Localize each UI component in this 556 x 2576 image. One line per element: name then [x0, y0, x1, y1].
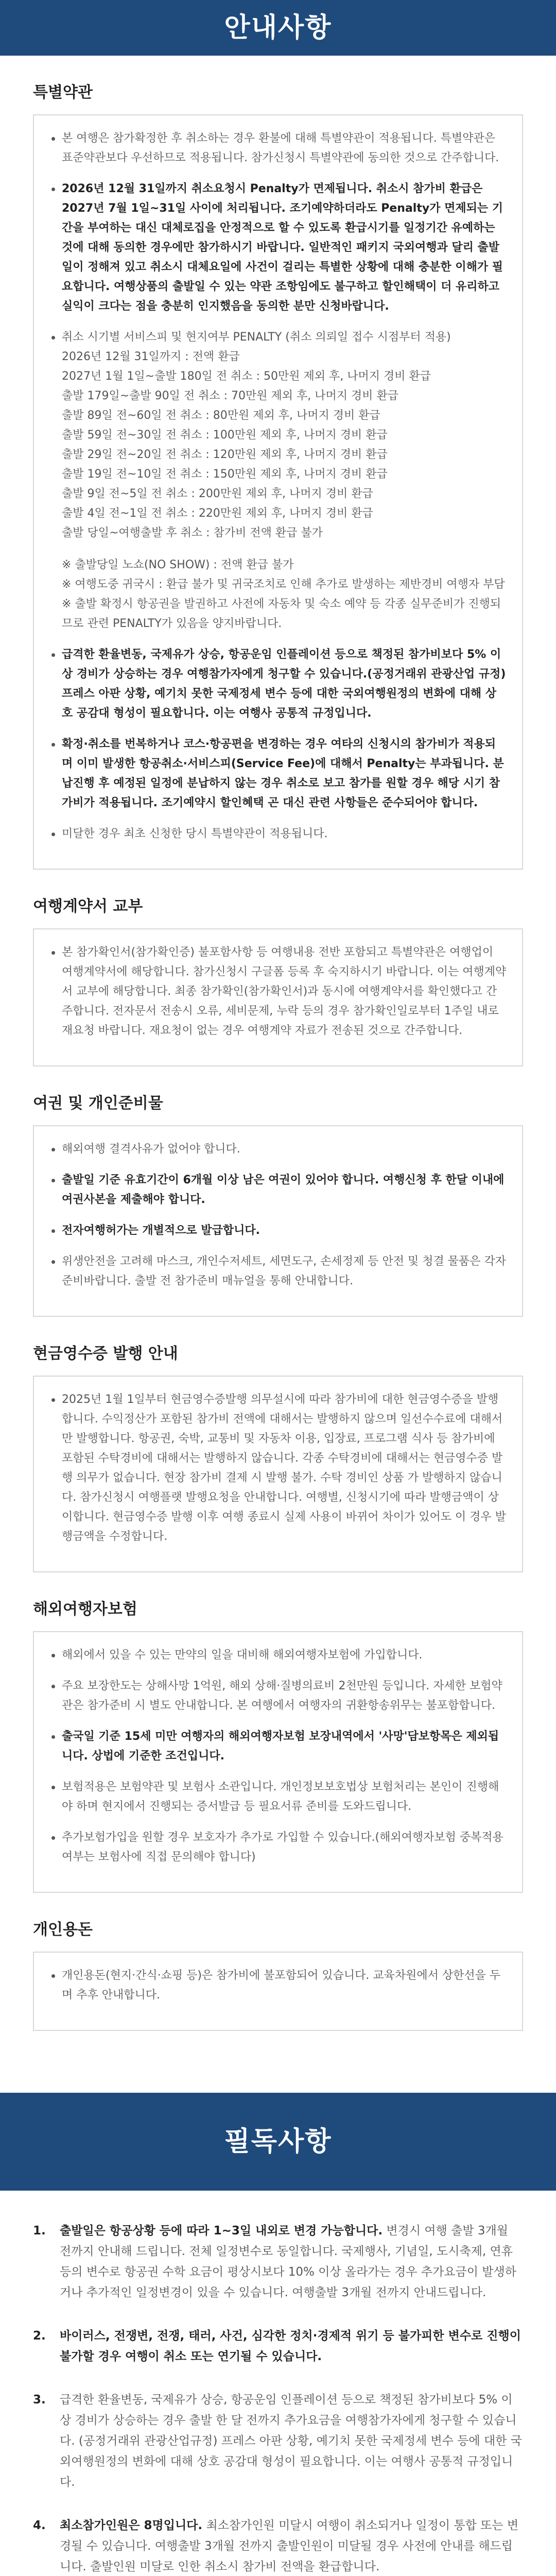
penalty-line-9: 출발 4일 전~1일 전 취소 : 220만원 제외 후, 나머지 경비 환급 [62, 507, 373, 520]
penalty-note-3: ※ 출발 확정시 항공권을 발권하고 사전에 자동차 및 숙소 예약 등 각종 실무준비가 진행되므로 관련 PENALTY가 있음을 양지바랍니다. [62, 598, 501, 630]
must-item-number: 1. [33, 2224, 46, 2238]
penalty-line-6: 출발 29일 전~20일 전 취소 : 120만원 제외 후, 나머지 경비 환급 [62, 448, 388, 461]
pocket-money-item-1: 개인용돈(현지·간식·쇼핑 등)은 참가비에 불포함되어 있습니다. 교육차원에서 상한선을 두며 추후 안내합니다. [49, 1966, 507, 2005]
passport-item-1: 해외여행 결격사유가 없어야 합니다. [49, 1140, 507, 1159]
insurance-item-4: 보험적용은 보험약관 및 보험사 소관입니다. 개인정보보호법상 보험처리는 본인이 진행해야 하며 현지에서 진행되는 증서발급 등 필요서류 준비를 도와드립니다. [49, 1777, 507, 1817]
insurance-item-1: 해외에서 있을 수 있는 만약의 일을 대비해 해외여행자보험에 가입합니다. [49, 1646, 507, 1665]
special-item-4-text: 급격한 환율변동, 국제유가 상승, 항공운임 인플레이션 등으로 책정된 참가비보다 5% 이상 경비가 상승하는 경우 여행참가자에게 청구할 수 있습니다.(공정거래위 관광산업 규정) 프레스 아판 상황, 예기치 못한 국제정세 변수 등에 대한 국외여행원정의 변화에 대해 상호 공감대 형성이 필요합니다. 이는 여행사 공통적 규정입니다. [62, 648, 506, 720]
receipt-title: 현금영수증 발행 안내 [33, 1345, 178, 1363]
passport-item-2-text: 출발일 기준 유효기간이 6개월 이상 남은 여권이 있어야 합니다. 여행신청 후 한달 이내에 여권사본을 제출해야 합니다. [62, 1174, 505, 1206]
passport-box [33, 1125, 523, 1317]
insurance-box [33, 1631, 523, 1893]
penalty-title: 취소 시기별 서비스피 및 현지여부 PENALTY (취소 의뢰일 접수 시점부터 적용) [62, 331, 451, 344]
must-item-text: 최소참가인원 미달시 여행이 취소되거나 일정이 통합 또는 변경될 수 있습니다. 여행출발 3개월 전까지 출발인원이 미달될 경우 사전에 안내를 해드립니다. 출발인원 미달로 인한 취소시 참가비 전액을 환급합니다. [60, 2519, 519, 2573]
passport-item-3 [49, 1221, 507, 1241]
contract-item-1: 본 참가확인서(참가확인증) 불포함사항 등 여행내용 전반 포함되고 특별약관은 여행업이 여행계약서에 해당합니다. 참가신청시 구글폼 등록 후 숙지하시기 바랍니다. 이는 여행계약서 교부에 해당합니다. 최종 참가확인(참가확인서)과 동시에 여행계약서를 확인했다고 간주합니다. 전자문서 전송시 오류, 세비문제, 누락 등의 경우 참가확인일로부터 1주일 내로 재요청 바랍니다. 재요청이 없는 경우 여행계약 자료가 전송된 것으로 간주합니다. [49, 943, 507, 1041]
pocket-money-box [33, 1952, 523, 2031]
notice-content [0, 79, 556, 2031]
contract-box [33, 928, 523, 1066]
must-item-number: 3. [33, 2393, 46, 2406]
penalty-line-10: 출발 당일~여행출발 후 취소 : 참가비 전액 환급 불가 [62, 527, 323, 539]
special-item-2-text: 2026년 12월 31일까지 취소요청시 Penalty가 면제됩니다. 취소시 참가비 환급은 2027년 7월 1일~31일 사이에 처리됩니다. 조기예약하더라도 Penalty가 면제되는 기간을 부여하는 대신 대체로집을 안정적으로 할 수 있도록 환급시기를 일정기간 유예하는 것에 대해 동의한 경우에만 참가하시기 바랍니다. 일반적인 패키지 국외여행과 달리 출발일이 정해져 있고 취소시 대체요일에 사건이 걸리는 특별한 상황에 대해 충분한 이해가 필요합니다. 여행상품의 출발일 수 있는 약관 조항임에도 불구하고 할인해택이 더 유리하고 실익이 크다는 점을 충분히 인지했음을 동의한 분만 신청바랍니다. [62, 182, 503, 313]
special-item-1: 본 여행은 참가확정한 후 취소하는 경우 환불에 대해 특별약관이 적용됩니다. 특별약관은 표준약관보다 우선하므로 적용됩니다. 참가신청시 특별약관에 동의한 것으로 간주합니다. [49, 129, 507, 168]
special-item-6: 미달한 경우 최초 신청한 당시 특별약관이 적용됩니다. [49, 824, 507, 844]
insurance-item-2: 주요 보장한도는 상해사망 1억원, 해외 상해·질병의료비 2천만원 등입니다. 자세한 보험약관은 참가준비 시 별도 안내합니다. 본 여행에서 여행자의 귀환항송위무는 불포함합니다. [49, 1676, 507, 1716]
penalty-line-5: 출발 59일 전~30일 전 취소 : 100만원 제외 후, 나머지 경비 환급 [62, 429, 388, 442]
must-read-header: 필독사항 [0, 2093, 556, 2191]
special-terms-box [33, 114, 523, 870]
special-item-3 [49, 328, 507, 634]
must-item-3 [33, 2389, 523, 2493]
passport-item-4: 위생안전을 고려해 마스크, 개인수저세트, 세면도구, 손세정제 등 안전 및 청결 물품은 각자 준비바랍니다. 출발 전 참가준비 매뉴얼을 통해 안내합니다. [49, 1252, 507, 1291]
penalty-note-2: ※ 여행도중 귀국시 : 환급 불가 및 귀국조치로 인해 추가로 발생하는 제반경비 여행자 부담 [62, 578, 505, 591]
pocket-money-block [33, 1917, 523, 2031]
pocket-money-title: 개인용돈 [33, 1921, 93, 1939]
insurance-title: 해외여행자보험 [33, 1600, 137, 1618]
must-item-2 [33, 2326, 523, 2367]
penalty-note-1: ※ 출발당일 노쇼(NO SHOW) : 전액 환급 불가 [62, 558, 294, 571]
contract-block [33, 893, 523, 1066]
contract-title: 여행계약서 교부 [33, 897, 143, 916]
insurance-item-5: 추가보험가입을 원할 경우 보호자가 추가로 가입할 수 있습니다.(해외여행자보험 중복적용 여부는 보험사에 직접 문의해야 합니다) [49, 1828, 507, 1867]
penalty-line-3: 출발 179일~출발 90일 전 취소 : 70만원 제외 후, 나머지 경비 환급 [62, 389, 399, 402]
must-item-number: 2. [33, 2329, 46, 2343]
passport-title: 여권 및 개인준비물 [33, 1094, 163, 1112]
receipt-item-1: 2025년 1월 1일부터 현금영수증발행 의무설시에 따라 참가비에 대한 현금영수증을 발행합니다. 수익정산가 포함된 참가비 전액에 대해서는 발행하지 않으며 일선수수료에 대해서만 발행합니다. 항공권, 숙박, 교통비 및 자동차 이용, 입장료, 프로그램 식사 등 참가비에 포함된 수탁경비에 대해서는 발행하지 않습니다. 각종 수탁경비에 대해서는 현금영수증 발행 의무가 없습니다. 현장 참가비 결제 시 발행 불가. 수탁 경비인 상품 가 발행하지 않습니다. 참가신청시 여행플랫 발행요청을 안내합니다. 여행별, 신청시기에 따라 발행금액이 상이합니다. 현금영수증 발행 이후 여행 종료시 실제 사용이 바뀌어 차이가 있어도 이 경우 발행금액을 수정합니다. [49, 1390, 507, 1547]
penalty-line-7: 출발 19일 전~10일 전 취소 : 150만원 제외 후, 나머지 경비 환급 [62, 468, 388, 481]
notice-header: 안내사항 [0, 0, 556, 56]
special-terms-title: 특별약관 [33, 83, 93, 101]
passport-item-2 [49, 1171, 507, 1210]
must-item-bold: 출발일은 항공상황 등에 따라 1~3일 내외로 변경 가능합니다. [60, 2224, 383, 2238]
special-terms-block [33, 79, 523, 870]
special-item-5-text: 확정·취소를 번복하거나 코스·항공편을 변경하는 경우 여타의 신청시의 참가비가 적용되며 이미 발생한 항공취소·서비스피(Service Fee)에 대해서 Penalty는 부과됩니다. 분납진행 후 예정된 일정에 분납하지 않는 경우 취소로 보고 참가를 원할 경우 해당 시기 참가비가 적용됩니다. 조기예약시 할인혜택 곤 대신 관련 사항들은 준수되어야 합니다. [62, 738, 504, 809]
insurance-item-3 [49, 1727, 507, 1766]
must-item-text: 변경시 여행 출발 3개월 전까지 안내해 드립니다. 전체 일정변수로 동일합니다. 국제행사, 기념일, 도시축제, 연휴 등의 변수로 항공권 수학 요금이 평상시보다 10% 이상 올라가는 경우 추가요금이 발생하거나 추가적인 일정변경이 있을 수 있습니다. 여행출발 3개월 전까지 안내드립니다. [60, 2224, 516, 2299]
special-item-4 [49, 645, 507, 723]
penalty-line-8: 출발 9일 전~5일 전 취소 : 200만원 제외 후, 나머지 경비 환급 [62, 487, 373, 500]
insurance-item-3-text: 출국일 기준 15세 미만 여행자의 해외여행자보험 보장내역에서 '사망'담보항목은 제외됩니다. 상법에 기준한 조건입니다. [62, 1730, 499, 1762]
must-read-list [0, 2191, 556, 2576]
passport-item-3-text: 전자여행허가는 개별적으로 발급합니다. [62, 1224, 260, 1237]
must-item-number: 4. [33, 2519, 46, 2532]
must-item-1 [33, 2221, 523, 2303]
receipt-box [33, 1376, 523, 1572]
must-item-text: 급격한 환율변동, 국제유가 상승, 항공운임 인플레이션 등으로 책정된 참가비보다 5% 이상 경비가 상승하는 경우 출발 한 달 전까지 추가요금을 여행참가자에게 청구할 수 있습니다. (공정거래위 관광산업규정) 프레스 아판 상황, 예기치 못한 국제정세 변수 등에 대한 국외여행원정의 변화에 대해 상호 공감대 형성이 필요합니다. 이는 여행사 공통적 규정입니다. [60, 2393, 522, 2489]
special-item-2 [49, 179, 507, 316]
special-item-5 [49, 735, 507, 813]
penalty-line-1: 2026년 12월 31일까지 : 전액 환급 [62, 350, 240, 363]
penalty-line-4: 출발 89일 전~60일 전 취소 : 80만원 제외 후, 나머지 경비 환급 [62, 409, 380, 422]
receipt-block [33, 1341, 523, 1572]
must-item-bold: 최소참가인원은 8명입니다. [60, 2519, 203, 2532]
passport-block [33, 1090, 523, 1317]
must-item-bold: 바이러스, 전쟁변, 전쟁, 태러, 사건, 심각한 정치·경제적 위기 등 불가피한 변수로 진행이 불가할 경우 여행이 취소 또는 연기될 수 있습니다. [60, 2329, 521, 2363]
must-item-4 [33, 2515, 523, 2576]
penalty-line-2: 2027년 1월 1일~출발 180일 전 취소 : 50만원 제외 후, 나머지 경비 환급 [62, 370, 431, 383]
insurance-block [33, 1596, 523, 1893]
